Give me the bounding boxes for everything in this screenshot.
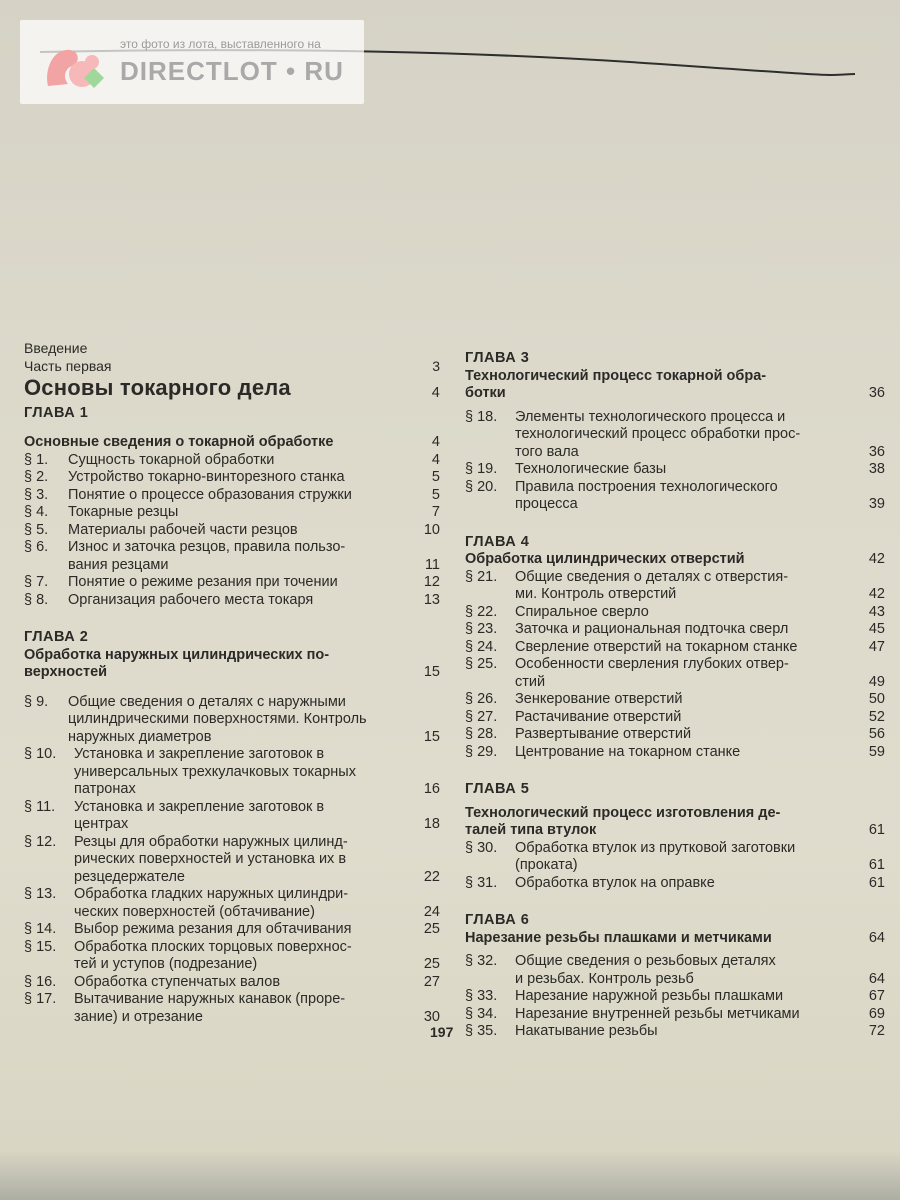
- toc-entry-number: § 1.: [24, 451, 49, 468]
- toc-entry-line: [24, 834, 444, 852]
- toc-entry: [465, 875, 885, 893]
- toc-entry-number: § 25.: [465, 656, 498, 672]
- chapter-title-row: [465, 368, 885, 386]
- toc-entry-text: Обработка втулок из прутковой заготовки: [515, 839, 796, 856]
- toc-entry-number: § 30.: [465, 839, 498, 856]
- toc-entry-line: [24, 921, 444, 939]
- toc-entry-line: [24, 469, 444, 487]
- toc-entry-page: 49: [868, 673, 885, 690]
- toc-entry: [465, 479, 885, 514]
- toc-entry-line: [24, 1009, 444, 1027]
- toc-entry-line: [465, 1023, 885, 1041]
- toc-entry-line: [24, 574, 444, 592]
- toc-entry-line: [465, 426, 885, 444]
- chapter-title-row: [465, 930, 885, 948]
- toc-entry-text: Износ и заточка резцов, правила пользо-: [68, 539, 346, 555]
- toc-entry-text: Заточка и рациональная подточка сверл: [515, 621, 789, 637]
- toc-entry-text: ми. Контроль отверстий: [515, 586, 677, 602]
- toc-entry-line: [465, 409, 885, 427]
- toc-entry-line: [24, 487, 444, 505]
- toc-entry-page: 39: [868, 496, 885, 512]
- toc-entry-text: того вала: [515, 443, 579, 460]
- toc-entry-number: § 17.: [24, 991, 57, 1007]
- toc-entry: [465, 604, 885, 622]
- toc-entry-line: [24, 504, 444, 522]
- toc-entry-number: § 10.: [24, 746, 57, 762]
- toc-entry: [465, 840, 885, 875]
- chapter-title-row: [24, 434, 444, 452]
- toc-entry-page: 59: [868, 743, 885, 760]
- toc-entry-page: 10: [423, 521, 440, 538]
- toc-entry: [24, 522, 444, 540]
- toc-entry-line: [24, 799, 444, 817]
- chapter-title: ботки: [465, 385, 506, 401]
- chapter-page: 61: [868, 822, 885, 838]
- chapter-page: 4: [431, 434, 440, 450]
- toc-entry: [24, 592, 444, 610]
- toc-entry: [465, 744, 885, 762]
- toc-entry-text: Обработка гладких наружных цилиндри-: [74, 886, 349, 902]
- toc-entry-text: процесса: [515, 496, 578, 512]
- toc-intro: [24, 340, 444, 358]
- toc-entry-line: [24, 729, 444, 747]
- toc-entry-number: § 2.: [24, 469, 49, 485]
- chapter-title-row: [465, 822, 885, 840]
- toc-entry-page: 25: [423, 921, 440, 937]
- toc-entry: [465, 656, 885, 691]
- toc-entry-line: [24, 851, 444, 869]
- toc-entry: [465, 409, 885, 462]
- toc-entry-page: 22: [423, 868, 440, 885]
- toc-entry: [465, 709, 885, 727]
- toc-entry-text: Элементы технологического процесса и: [515, 408, 786, 425]
- toc-entry-text: Обработка втулок на оправке: [515, 874, 715, 891]
- page-number: 197: [430, 1024, 454, 1040]
- toc-entry-page: 16: [423, 781, 440, 797]
- toc-entry: [465, 726, 885, 744]
- toc-entry: [24, 921, 444, 939]
- page-bottom-shadow: [0, 1150, 900, 1200]
- toc-entry-text: Выбор режима резания для обтачивания: [74, 921, 352, 937]
- toc-entry-line: [24, 956, 444, 974]
- toc-entry-text: Сверление отверстий на токарном станке: [515, 638, 798, 655]
- toc-entry-text: Особенности сверления глубоких отвер-: [515, 656, 789, 672]
- toc-entry-number: § 7.: [24, 574, 49, 590]
- toc-entry-line: [24, 939, 444, 957]
- toc-part-title-page: 4: [431, 385, 440, 401]
- toc-entry-page: 72: [868, 1023, 885, 1039]
- toc-intro-label: Введение: [24, 340, 88, 356]
- toc-entry-line: [465, 726, 885, 744]
- toc-entry-line: [465, 857, 885, 875]
- toc-entry-text: Установка и закрепление заготовок в: [74, 746, 325, 762]
- watermark-brand: DIRECTLOT • RU: [120, 56, 344, 86]
- toc-entry-line: [24, 904, 444, 922]
- toc-entry-text: стий: [515, 673, 546, 690]
- toc-entry: [465, 1006, 885, 1024]
- toc-entry: [24, 469, 444, 487]
- toc-entry-number: § 8.: [24, 591, 49, 608]
- toc-part-label: Часть первая: [24, 357, 112, 374]
- toc-entry-line: [465, 461, 885, 479]
- chapter-title: талей типа втулок: [465, 822, 597, 838]
- toc-entry-text: Накатывание резьбы: [515, 1023, 658, 1039]
- toc-entry-text: Токарные резцы: [68, 504, 179, 520]
- toc-entry-number: § 16.: [24, 973, 57, 990]
- toc-entry-text: Установка и закрепление заготовок в: [74, 798, 325, 815]
- toc-entry-line: [24, 694, 444, 712]
- toc-entry: [24, 886, 444, 921]
- toc-entry-number: § 9.: [24, 693, 49, 710]
- chapter-heading: ГЛАВА 3: [465, 350, 530, 366]
- toc-entry-line: [24, 539, 444, 557]
- toc-entry: [465, 461, 885, 479]
- toc-entry-text: резцедержателе: [74, 868, 185, 885]
- toc-entry-number: § 22.: [465, 603, 498, 620]
- watermark: [20, 20, 364, 104]
- toc-entry-line: [24, 557, 444, 575]
- toc-entry-number: § 18.: [465, 408, 498, 425]
- toc-entry: [24, 487, 444, 505]
- toc-entry-line: [465, 674, 885, 692]
- toc-entry: [465, 569, 885, 604]
- toc-entry-page: 61: [868, 857, 885, 873]
- toc-entry-page: 52: [868, 708, 885, 725]
- toc-entry-line: [24, 816, 444, 834]
- toc-entry-page: 5: [431, 469, 440, 485]
- toc-entry-page: 4: [431, 451, 440, 468]
- toc-entry-number: § 28.: [465, 726, 498, 742]
- chapter-title-row: [465, 385, 885, 403]
- toc-entry-line: [465, 656, 885, 674]
- toc-entry-number: § 19.: [465, 461, 498, 477]
- toc-entry: [24, 939, 444, 974]
- toc-entry: [24, 991, 444, 1026]
- chapter-title: Обработка цилиндрических отверстий: [465, 551, 745, 567]
- toc-entry-text: Материалы рабочей части резцов: [68, 521, 298, 538]
- toc-entry-page: 56: [868, 726, 885, 742]
- toc-entry-line: [465, 988, 885, 1006]
- chapter-title-row: [465, 805, 885, 823]
- toc-entry-number: § 12.: [24, 833, 57, 850]
- toc-entry-number: § 34.: [465, 1005, 498, 1022]
- toc-entry-number: § 20.: [465, 478, 498, 495]
- toc-entry-line: [465, 444, 885, 462]
- toc-intro-page: 3: [432, 357, 440, 374]
- toc-entry-text: Правила построения технологического: [515, 478, 778, 495]
- toc-entry-line: [465, 1006, 885, 1024]
- chapter-title-row: [24, 664, 444, 682]
- chapter-heading: ГЛАВА 4: [465, 533, 530, 550]
- toc-entry-line: [24, 781, 444, 799]
- toc-entry-page: 25: [423, 956, 440, 972]
- toc-part-label-row: [24, 358, 444, 376]
- toc-entry-number: § 5.: [24, 521, 49, 538]
- toc-entry-line: [465, 621, 885, 639]
- toc-entry: [24, 974, 444, 992]
- toc-entry: [24, 746, 444, 799]
- toc-entry: [465, 621, 885, 639]
- toc-entry-page: 11: [424, 556, 440, 573]
- toc-entry-number: § 23.: [465, 621, 498, 637]
- toc-entry-page: 36: [868, 443, 885, 460]
- toc-entry: [24, 504, 444, 522]
- toc-entry: [465, 953, 885, 988]
- toc-entry-page: 47: [868, 638, 885, 655]
- toc-entry-page: 45: [868, 621, 885, 637]
- toc-entry-text: Обработка ступенчатых валов: [74, 973, 281, 990]
- toc-part-title-row: [24, 375, 444, 401]
- chapter-page: 42: [868, 551, 885, 567]
- toc-entry-number: § 6.: [24, 539, 49, 555]
- toc-entry-number: § 31.: [465, 874, 498, 891]
- toc-entry-line: [465, 586, 885, 604]
- toc-entry-text: универсальных трехкулачковых токарных: [74, 763, 356, 780]
- toc-entry-page: 5: [431, 486, 440, 503]
- toc-entry-number: § 14.: [24, 921, 57, 937]
- toc-entry-line: [24, 452, 444, 470]
- toc-entry-text: ческих поверхностей (обтачивание): [74, 903, 315, 920]
- toc-entry-text: Спиральное сверло: [515, 603, 649, 620]
- chapter-heading: ГЛАВА 2: [24, 629, 89, 645]
- chapter-page: 36: [868, 385, 885, 401]
- toc-entry-text: зание) и отрезание: [74, 1008, 203, 1025]
- toc-entry-number: § 32.: [465, 953, 498, 969]
- toc-entry-line: [465, 971, 885, 989]
- toc-entry-line: [465, 840, 885, 858]
- chapter-page: 15: [423, 664, 440, 680]
- toc-entry-number: § 26.: [465, 691, 498, 707]
- toc-entry-page: 43: [868, 603, 885, 620]
- toc-entry-text: и резьбах. Контроль резьб: [515, 970, 694, 987]
- toc-entry: [24, 799, 444, 834]
- toc-entry-page: 61: [868, 874, 885, 891]
- toc-entry-line: [24, 974, 444, 992]
- toc-entry-line: [24, 869, 444, 887]
- toc-entry-number: § 35.: [465, 1023, 498, 1039]
- toc-entry-page: 30: [423, 1008, 440, 1025]
- toc-entry: [465, 639, 885, 657]
- toc-entry-line: [465, 604, 885, 622]
- toc-entry-text: тей и уступов (подрезание): [74, 956, 258, 972]
- toc-entry-line: [465, 639, 885, 657]
- toc-entry-text: цилиндрическими поверхностями. Контроль: [68, 711, 367, 727]
- toc-entry-page: 13: [423, 591, 440, 608]
- toc-entry-line: [465, 744, 885, 762]
- chapter-title-row: [465, 551, 885, 569]
- toc-entry-line: [465, 875, 885, 893]
- toc-entry-text: рических поверхностей и установка их в: [74, 851, 347, 867]
- toc-entry-text: Общие сведения о резьбовых деталях: [515, 953, 776, 969]
- toc-entry-line: [465, 709, 885, 727]
- toc-entry-number: § 4.: [24, 504, 49, 520]
- toc-entry-page: 7: [431, 504, 440, 520]
- toc-entry: [465, 1023, 885, 1041]
- toc-entry-number: § 29.: [465, 743, 498, 760]
- toc-part-title: Основы токарного дела: [24, 375, 291, 400]
- toc-entry: [24, 539, 444, 574]
- toc-entry-number: § 21.: [465, 568, 498, 585]
- chapter-title: верхностей: [24, 664, 108, 680]
- toc-entry-line: [465, 569, 885, 587]
- toc-entry: [465, 988, 885, 1006]
- toc-entry-line: [24, 991, 444, 1009]
- chapter-title-row: [24, 647, 444, 665]
- toc-entry-number: § 27.: [465, 708, 498, 725]
- toc-entry-text: Понятие о процессе образования стружки: [68, 486, 352, 503]
- toc-entry-text: Общие сведения о деталях с отверстия-: [515, 568, 789, 585]
- chapter-title: Обработка наружных цилиндрических по-: [24, 646, 330, 663]
- toc-entry-text: центрах: [74, 816, 129, 832]
- toc-entry-page: 12: [423, 574, 440, 590]
- toc-entry-number: § 24.: [465, 638, 498, 655]
- toc-entry-text: Устройство токарно-винторезного станка: [68, 469, 345, 485]
- toc-entry-line: [465, 691, 885, 709]
- chapter-heading: ГЛАВА 1: [24, 404, 89, 421]
- toc-entry-page: 24: [423, 903, 440, 920]
- toc-entry-number: § 3.: [24, 486, 49, 503]
- toc-entry-line: [465, 496, 885, 514]
- toc-entry: [465, 691, 885, 709]
- toc-entry-text: Организация рабочего места токаря: [68, 591, 314, 608]
- toc-entry-text: Развертывание отверстий: [515, 726, 692, 742]
- toc-entry-text: наружных диаметров: [68, 728, 212, 745]
- toc-entry-text: Общие сведения о деталях с наружными: [68, 693, 346, 710]
- toc-entry: [24, 694, 444, 747]
- toc-entry-page: 42: [868, 586, 885, 602]
- toc-entry-number: § 33.: [465, 988, 498, 1004]
- toc-entry: [24, 834, 444, 887]
- toc-entry-number: § 15.: [24, 938, 57, 955]
- chapter-title: Технологический процесс изготовления де-: [465, 804, 781, 821]
- chapter-heading: ГЛАВА 5: [465, 781, 530, 797]
- toc-left-column: [24, 340, 444, 1026]
- toc-entry-number: § 11.: [24, 798, 56, 815]
- toc-entry-text: вания резцами: [68, 556, 169, 573]
- toc-entry-text: технологический процесс обработки прос-: [515, 426, 801, 442]
- chapter-title: Нарезание резьбы плашками и метчиками: [465, 929, 772, 946]
- toc-entry-text: Центрование на токарном станке: [515, 743, 741, 760]
- toc-entry-text: Понятие о режиме резания при точении: [68, 574, 338, 590]
- toc-entry-page: 69: [868, 1005, 885, 1022]
- chapter-title: Основные сведения о токарной обработке: [24, 434, 334, 450]
- toc-entry-text: Вытачивание наружных канавок (проре-: [74, 991, 346, 1007]
- toc-entry-page: 15: [423, 728, 440, 745]
- toc-entry-text: Резцы для обработки наружных цилинд-: [74, 833, 348, 850]
- toc-entry-line: [24, 592, 444, 610]
- chapter-heading: ГЛАВА 6: [465, 912, 530, 928]
- toc-entry-line: [465, 953, 885, 971]
- toc-entry-text: Обработка плоских торцовых поверхнос-: [74, 938, 352, 955]
- watermark-subtitle: это фото из лота, выставленного на: [120, 37, 321, 51]
- chapter-title: Технологический процесс токарной обра-: [465, 367, 767, 384]
- toc-entry-page: 50: [868, 691, 885, 707]
- toc-entry: [24, 452, 444, 470]
- toc-entry-line: [24, 522, 444, 540]
- toc-entry-page: 67: [868, 988, 885, 1004]
- toc-entry-text: Нарезание наружной резьбы плашками: [515, 988, 784, 1004]
- toc-entry-text: Технологические базы: [515, 461, 667, 477]
- toc-entry-page: 18: [423, 816, 440, 832]
- toc-entry-line: [24, 886, 444, 904]
- toc-entry-line: [24, 711, 444, 729]
- toc-entry-line: [24, 746, 444, 764]
- toc-entry-line: [24, 764, 444, 782]
- toc-entry-page: 38: [868, 461, 885, 477]
- toc-entry: [24, 574, 444, 592]
- toc-entry-page: 27: [423, 973, 440, 990]
- toc-entry-text: Зенкерование отверстий: [515, 691, 683, 707]
- toc-entry-text: (проката): [515, 857, 578, 873]
- toc-entry-number: § 13.: [24, 886, 57, 902]
- toc-entry-text: патронах: [74, 781, 136, 797]
- toc-entry-page: 64: [868, 970, 885, 987]
- toc-entry-text: Нарезание внутренней резьбы метчиками: [515, 1005, 800, 1022]
- toc-entry-text: Растачивание отверстий: [515, 708, 682, 725]
- toc-entry-line: [465, 479, 885, 497]
- toc-right-column: [465, 350, 885, 1041]
- toc-entry-text: Сущность токарной обработки: [68, 451, 275, 468]
- squirrel-logo-icon: [40, 38, 124, 94]
- chapter-page: 64: [868, 929, 885, 946]
